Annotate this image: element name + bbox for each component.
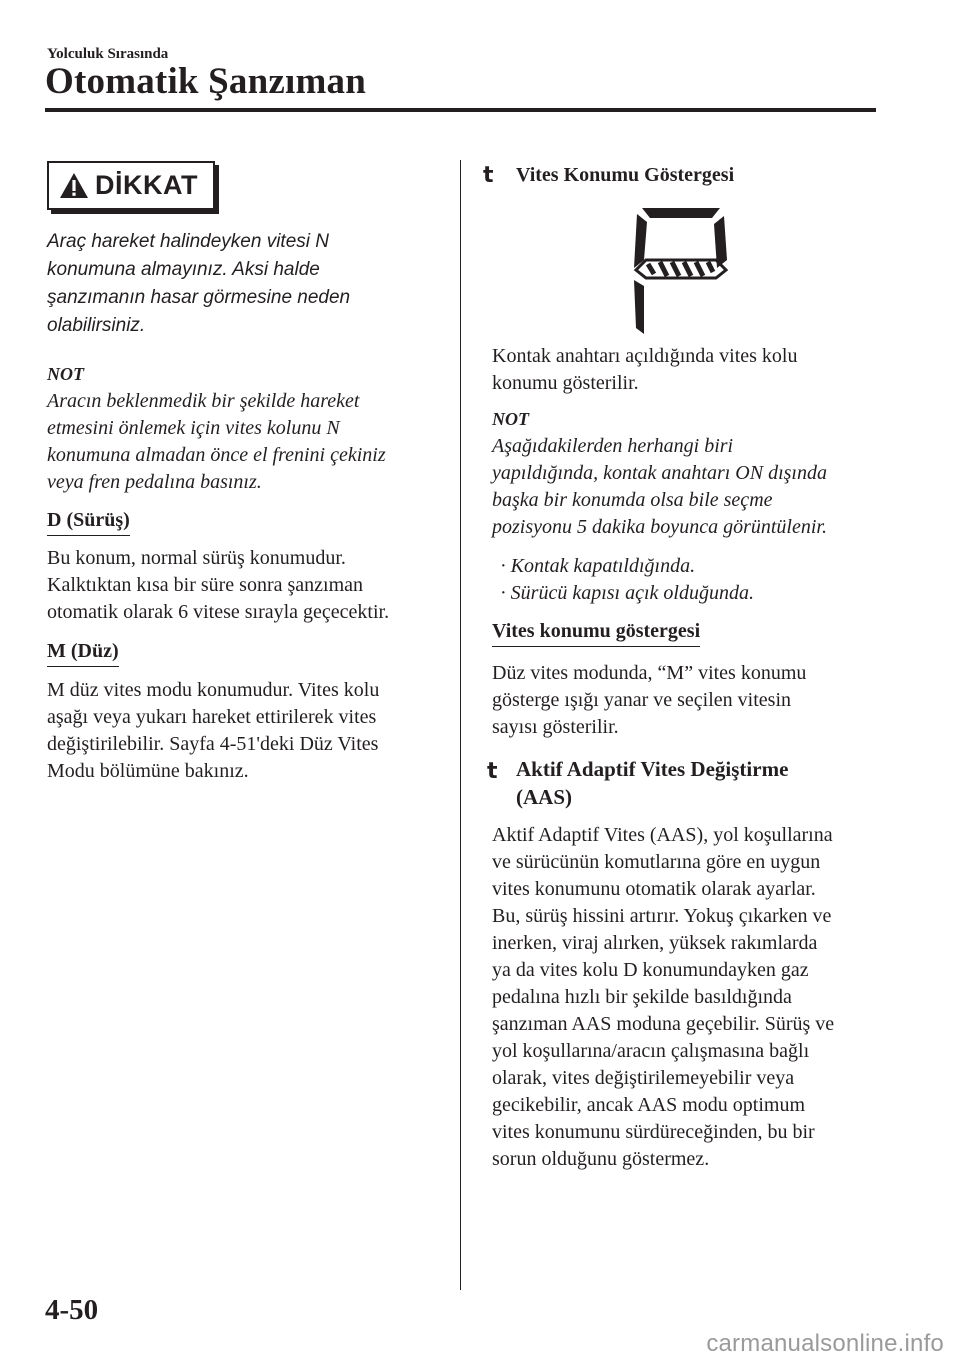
manual-line: M düz vites modu konumudur. Vites kolu	[47, 679, 380, 701]
indicator-text	[492, 343, 892, 397]
watermark: carmanualsonline.info	[706, 1330, 944, 1357]
note-label: NOT	[492, 409, 529, 429]
gear-display-line: sayısı gösterilir.	[492, 716, 619, 738]
note-line: yapıldığında, kontak anahtarı ON dışında	[492, 462, 827, 484]
drive-heading: D (Sürüş)	[47, 509, 130, 536]
note-line: konumuna almadan önce el frenini çekiniz	[47, 444, 386, 466]
caution-line: şanzımanın hasar görmesine neden	[47, 287, 351, 308]
note-label: NOT	[47, 364, 84, 384]
caution-line: Araç hareket halindeyken vitesi N	[47, 231, 329, 252]
gear-display-text	[492, 660, 892, 741]
aas-line: yol koşullarına/aracın çalışmasına bağlı	[492, 1040, 810, 1062]
aas-line: vites konumunu sürdüreceğinden, bu bir	[492, 1121, 815, 1143]
page-number: 4-50	[45, 1294, 99, 1326]
aas-line: pedalına hızlı bir şekilde basıldığında	[492, 986, 792, 1008]
drive-line: otomatik olarak 6 vitese sırayla geçecektir.	[47, 601, 390, 623]
indicator-heading: Vites Konumu Göstergesi	[516, 164, 735, 186]
warning-icon	[59, 172, 89, 200]
caution-text	[47, 228, 427, 340]
aas-line: gecikebilir, ancak AAS modu optimum	[492, 1094, 806, 1116]
p-position-display-icon	[612, 202, 738, 338]
caution-label-box	[49, 163, 213, 208]
aas-line: şanzıman AAS moduna geçebilir. Sürüş ve	[492, 1013, 835, 1035]
caution-line: konumuna almayınız. Aksi halde	[47, 259, 320, 280]
aas-line: Bu, sürüş hissini artırır. Yokuş çıkarken ve	[492, 905, 832, 927]
gear-display-line: Düz vites modunda, “M” vites konumu	[492, 662, 807, 684]
header-rule	[45, 108, 876, 112]
gear-display-line: gösterge ışığı yanar ve seçilen vitesin	[492, 689, 791, 711]
indicator-line: Kontak anahtarı açıldığında vites kolu	[492, 345, 798, 367]
note-line: Aşağıdakilerden herhangi biri	[492, 435, 734, 457]
indicator-bullet: t	[483, 163, 494, 188]
note-line: pozisyonu 5 dakika boyunca görüntülenir.	[492, 516, 827, 538]
drive-text	[47, 545, 452, 626]
note-line: etmesini önlemek için vites kolunu N	[47, 417, 340, 439]
indicator-line: konumu gösterilir.	[492, 372, 639, 394]
aas-line: vites konumunu otomatik olarak ayarlar.	[492, 878, 816, 900]
manual-line: Modu bölümüne bakınız.	[47, 760, 249, 782]
aas-line: ve sürücünün komutlarına göre en uygun	[492, 851, 821, 873]
note-line: başka bir konumda olsa bile seçme	[492, 489, 773, 511]
manual-line: aşağı veya yukarı hareket ettirilerek vites	[47, 706, 377, 728]
note-list	[500, 553, 880, 607]
manual-heading: M (Düz)	[47, 640, 119, 667]
note-text	[47, 388, 447, 496]
note-line: veya fren pedalına basınız.	[47, 471, 262, 493]
aas-line: Aktif Adaptif Vites (AAS), yol koşullarına	[492, 824, 833, 846]
note-line: Aracın beklenmedik bir şekilde hareket	[47, 390, 360, 412]
aas-line: inerken, viraj alırken, yüksek rakımlarda	[492, 932, 818, 954]
gear-display-heading: Vites konumu göstergesi	[492, 620, 700, 647]
list-item: · Kontak kapatıldığında.	[500, 555, 696, 577]
aas-line: ya da vites kolu D konumundayken gaz	[492, 959, 809, 981]
caution-line: olabilirsiniz.	[47, 315, 146, 336]
manual-text	[47, 677, 452, 785]
manual-line: değiştirilebilir. Sayfa 4-51'deki Düz Vites	[47, 733, 379, 755]
drive-line: Kalktıktan kısa bir süre sonra şanzıman	[47, 574, 364, 596]
aas-bullet: t	[487, 759, 498, 784]
aas-text	[492, 822, 902, 1173]
column-divider	[460, 160, 461, 1290]
aas-heading: Aktif Adaptif Vites Değiştirme (AAS)	[516, 757, 789, 809]
list-item: · Sürücü kapısı açık olduğunda.	[500, 582, 754, 604]
drive-line: Bu konum, normal sürüş konumudur.	[47, 547, 346, 569]
aas-line: olarak, vites değiştirilemeyebilir veya	[492, 1067, 795, 1089]
aas-line: sorun olduğunu göstermez.	[492, 1148, 710, 1170]
section-label: Yolculuk Sırasında	[47, 46, 169, 62]
note-text	[492, 433, 892, 541]
chapter-title: Otomatik Şanzıman	[45, 61, 367, 102]
caution-label: DİKKAT	[95, 170, 198, 200]
